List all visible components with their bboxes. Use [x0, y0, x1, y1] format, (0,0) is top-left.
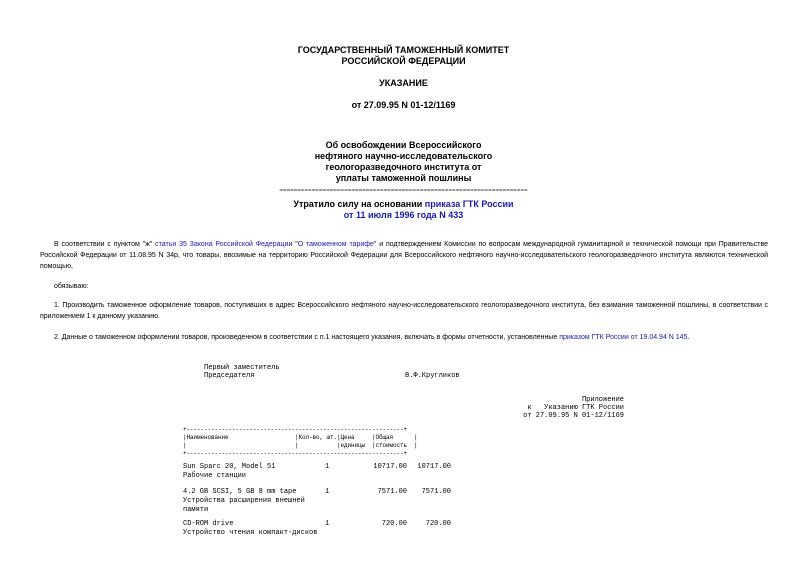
title-line1: Об освобождении Всероссийского [325, 140, 482, 150]
item-name-line1: 4.2 GB SCSI, 5 GB 8 mm tape [183, 488, 297, 496]
document-type: УКАЗАНИЕ [379, 78, 428, 88]
paragraph-order: обязываю: [54, 283, 89, 290]
item-unit-price: 10717.00 [373, 463, 407, 471]
table-border-top: +--------------------------------------------------------------+ [183, 426, 408, 433]
item-quantity: 1 [325, 463, 330, 471]
title-line2: нефтяного научно-исследовательского [314, 151, 493, 161]
appendix-reference: к Указанию ГТК России [527, 404, 624, 412]
paragraph-item-1: 1. Производить таможенное оформление товаров, поступивших в адрес Всероссийского нефтяного научно-исследовательского геологоразведочного института, без взимания таможенной пошлины, в соответствии с приложением 1 к данному указанию. [40, 302, 768, 320]
table-row [183, 463, 483, 483]
law-article-link[interactable]: статьи 35 Закона Российской Федерации [155, 241, 293, 248]
item-name-line2: Рабочие станции [183, 472, 247, 480]
revoked-notice-line1 [0, 199, 807, 210]
table-row [183, 520, 483, 540]
table-border-bottom: +--------------------------------------------------------------+ [183, 450, 408, 457]
revoking-order-link[interactable]: приказа ГТК России [424, 199, 514, 209]
order-145-link[interactable]: приказом ГТК России от 19.04.94 N 145 [559, 334, 688, 341]
item-name-line2: Устройства расширения внешней [183, 497, 305, 505]
revoking-order-date-link[interactable]: от 11 июля 1996 года N 433 [343, 210, 464, 220]
item-quantity: 1 [325, 520, 330, 528]
org-name-line1: ГОСУДАРСТВЕННЫЙ ТАМОЖЕННЫЙ КОМИТЕТ [297, 45, 510, 55]
p4-text-b: . [687, 334, 690, 341]
item-total: 7571.00 [421, 488, 451, 496]
paragraph-intro [40, 239, 768, 272]
goods-table-header [183, 425, 463, 457]
org-name-line2: РОССИЙСКОЙ ФЕДЕРАЦИИ [341, 56, 466, 66]
document-number: от 27.09.95 N 01-12/1169 [351, 100, 456, 110]
signature-position-line1: Первый заместитель [204, 364, 280, 372]
item-name-line1: CD-ROM drive [183, 520, 234, 528]
title-line3: геологоразведочного института от [325, 162, 482, 172]
p1-text-b: " [292, 241, 298, 248]
revoked-prefix: Утратило силу на основании [293, 199, 425, 209]
p1-text-c: " и подтверждением Комиссии по вопросам международной гуманитарной и технической помощи при Правительстве Российской Федерации от 11.08.95 N 34р, что товары, ввозимые на территорию Российской Федерации для Всероссийского нефтяного научно-исследовательского геологоразведочного института являются технической помощью, [40, 241, 768, 270]
appendix-date: от 27.09.95 N 01-12/1169 [523, 412, 624, 420]
signature-position-line2: Председателя [204, 372, 255, 380]
item-quantity: 1 [325, 488, 330, 496]
table-header-line2: | | |единицы |стоимость | [183, 442, 418, 449]
item-unit-price: 720.00 [381, 520, 407, 528]
p4-text-a: 2. Данные о таможенном оформлении товаров, произведенном в соответствии с п.1 настоящего указания, включать в формы отчетности, установленные [54, 334, 560, 341]
customs-tariff-law-link[interactable]: О таможенном тарифе [297, 241, 374, 248]
item-total: 10717.00 [417, 463, 451, 471]
item-total: 720.00 [425, 520, 451, 528]
title-line4: уплаты таможенной пошлины [335, 173, 472, 183]
appendix-label: Приложение [581, 396, 624, 404]
signature-name: В.Ф.Кругликов [405, 372, 460, 380]
item-unit-price: 7571.00 [377, 488, 407, 496]
item-name-line2: Устройство чтения компакт-дисков [183, 529, 318, 537]
table-row [183, 488, 483, 516]
item-name-line3: памяти [183, 506, 209, 514]
separator-line: ===================================================================== [279, 187, 528, 194]
p1-text-a: В соответствии с пунктом "ж" [54, 241, 156, 248]
item-name-line1: Sun Sparc 20, Model 51 [183, 463, 276, 471]
paragraph-item-2 [40, 332, 768, 343]
table-header-line1: |Наименование |Кол-во, шт.|Цена |Общая | [183, 434, 418, 441]
